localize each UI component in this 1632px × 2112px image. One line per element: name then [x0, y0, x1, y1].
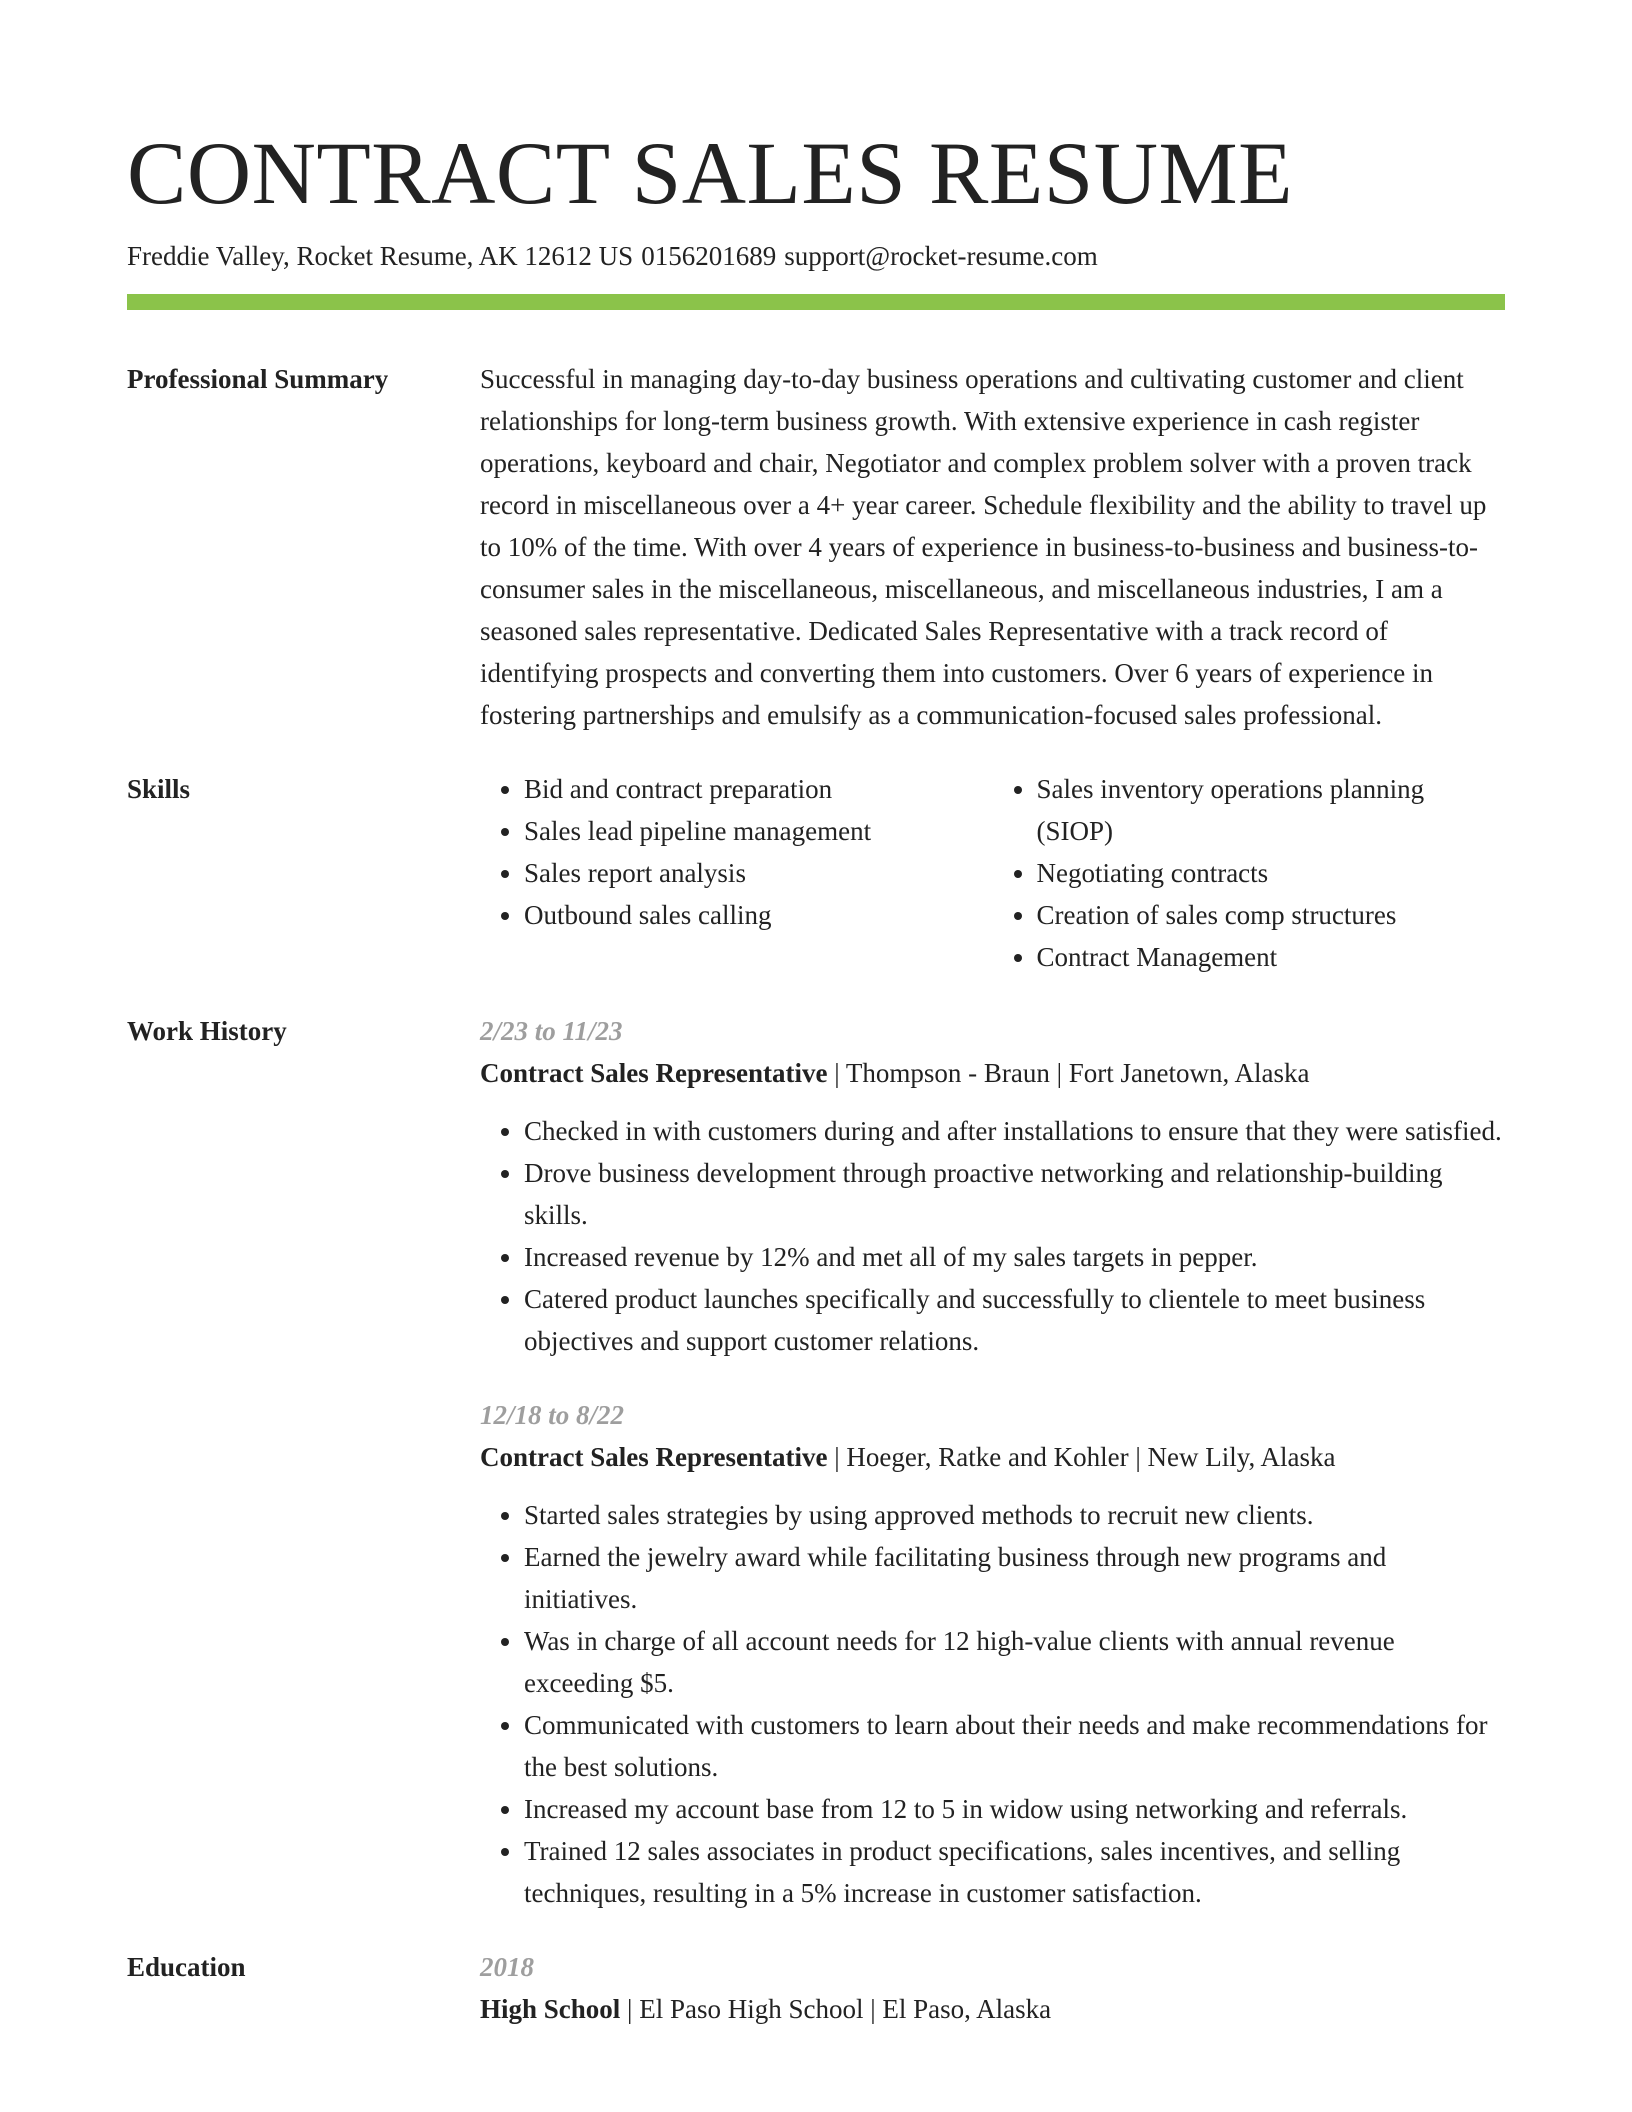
job-bullets: [480, 1110, 1505, 1362]
job-entry: [480, 1394, 1505, 1914]
job-bullet: • Started sales strategies by using approved methods to recruit new clients.: [524, 1494, 1505, 1536]
contact-line: [127, 238, 1505, 274]
skill-item: • Creation of sales comp structures: [1037, 894, 1506, 936]
work-history-heading: Work History: [127, 1016, 287, 1046]
contact-email: support@rocket-resume.com: [784, 241, 1098, 271]
summary-body: [480, 358, 1505, 736]
work-history-section: [127, 1010, 1505, 1914]
skill-item: • Sales lead pipeline management: [524, 810, 993, 852]
summary-text: Successful in managing day-to-day business operations and cultivating customer and client relationships for long-term business growth. With extensive experience in cash register operations, keyboard and chair, Negotiator and complex problem solver with a proven track record in miscellaneous over a 4+ year career. Schedule flexibility and the ability to travel up to 10% of the time. With over 4 years of experience in business-to-business and business-to-consumer sales in the miscellaneous, miscellaneous, and miscellaneous industries, I am a seasoned sales representative. Dedicated Sales Representative with a track record of identifying prospects and converting them into customers. Over 6 years of experience in fostering partnerships and emulsify as a communication-focused sales professional.: [480, 364, 1487, 730]
job-bullet: • Checked in with customers during and after installations to ensure that they were satisfied.: [524, 1110, 1505, 1152]
education-details: | El Paso High School | El Paso, Alaska: [620, 1994, 1052, 2024]
job-dates: 12/18 to 8/22: [480, 1400, 625, 1430]
summary-heading: Professional Summary: [127, 364, 389, 394]
skill-item: • Outbound sales calling: [524, 894, 993, 936]
job-bullet: • Communicated with customers to learn about their needs and make recommendations for the best solutions.: [524, 1704, 1505, 1788]
summary-section: [127, 358, 1505, 736]
job-bullet: • Drove business development through proactive networking and relationship-building skills.: [524, 1152, 1505, 1236]
education-heading-line: [480, 1988, 1505, 2030]
skills-list-left: [480, 768, 993, 978]
job-bullet: • Was in charge of all account needs for 12 high-value clients with annual revenue exceeding $5.: [524, 1620, 1505, 1704]
job-details: | Hoeger, Ratke and Kohler | New Lily, Alaska: [827, 1442, 1336, 1472]
job-entry: [480, 1010, 1505, 1362]
education-section: [127, 1946, 1505, 2030]
resume-title: CONTRACT SALES RESUME: [127, 125, 1294, 223]
education-heading: Education: [127, 1952, 246, 1982]
education-body: [480, 1946, 1505, 2030]
skills-columns: [480, 768, 1505, 978]
skills-body: [480, 768, 1505, 978]
job-bullet: • Trained 12 sales associates in product specifications, sales incentives, and selling techniques, resulting in a 5% increase in customer satisfaction.: [524, 1830, 1505, 1914]
job-role: Contract Sales Representative: [480, 1058, 828, 1088]
skills-heading: Skills: [127, 774, 191, 804]
accent-divider: [127, 294, 1505, 310]
skill-item: • Sales inventory operations planning (SIOP): [1037, 768, 1506, 852]
job-bullet: • Increased my account base from 12 to 5 in widow using networking and referrals.: [524, 1788, 1505, 1830]
work-history-body: [480, 1010, 1505, 1914]
skill-item: • Contract Management: [1037, 936, 1506, 978]
education-degree: High School: [480, 1994, 621, 2024]
job-role: Contract Sales Representative: [480, 1442, 828, 1472]
job-bullets: [480, 1494, 1505, 1914]
skill-item: • Bid and contract preparation: [524, 768, 993, 810]
job-details: | Thompson - Braun | Fort Janetown, Alaska: [827, 1058, 1310, 1088]
job-bullet: • Catered product launches specifically and successfully to clientele to meet business objectives and support customer relations.: [524, 1278, 1505, 1362]
job-bullet: • Earned the jewelry award while facilitating business through new programs and initiatives.: [524, 1536, 1505, 1620]
skills-list-right: [993, 768, 1506, 978]
skill-item: • Negotiating contracts: [1037, 852, 1506, 894]
job-heading: [480, 1436, 1505, 1478]
education-year: 2018: [480, 1952, 534, 1982]
job-heading: [480, 1052, 1505, 1094]
skill-item: • Sales report analysis: [524, 852, 993, 894]
job-bullet: • Increased revenue by 12% and met all of my sales targets in pepper.: [524, 1236, 1505, 1278]
skills-section: [127, 768, 1505, 978]
contact-phone: 0156201689: [641, 241, 777, 271]
job-dates: 2/23 to 11/23: [480, 1016, 623, 1046]
contact-address: Freddie Valley, Rocket Resume, AK 12612 US: [127, 241, 634, 271]
